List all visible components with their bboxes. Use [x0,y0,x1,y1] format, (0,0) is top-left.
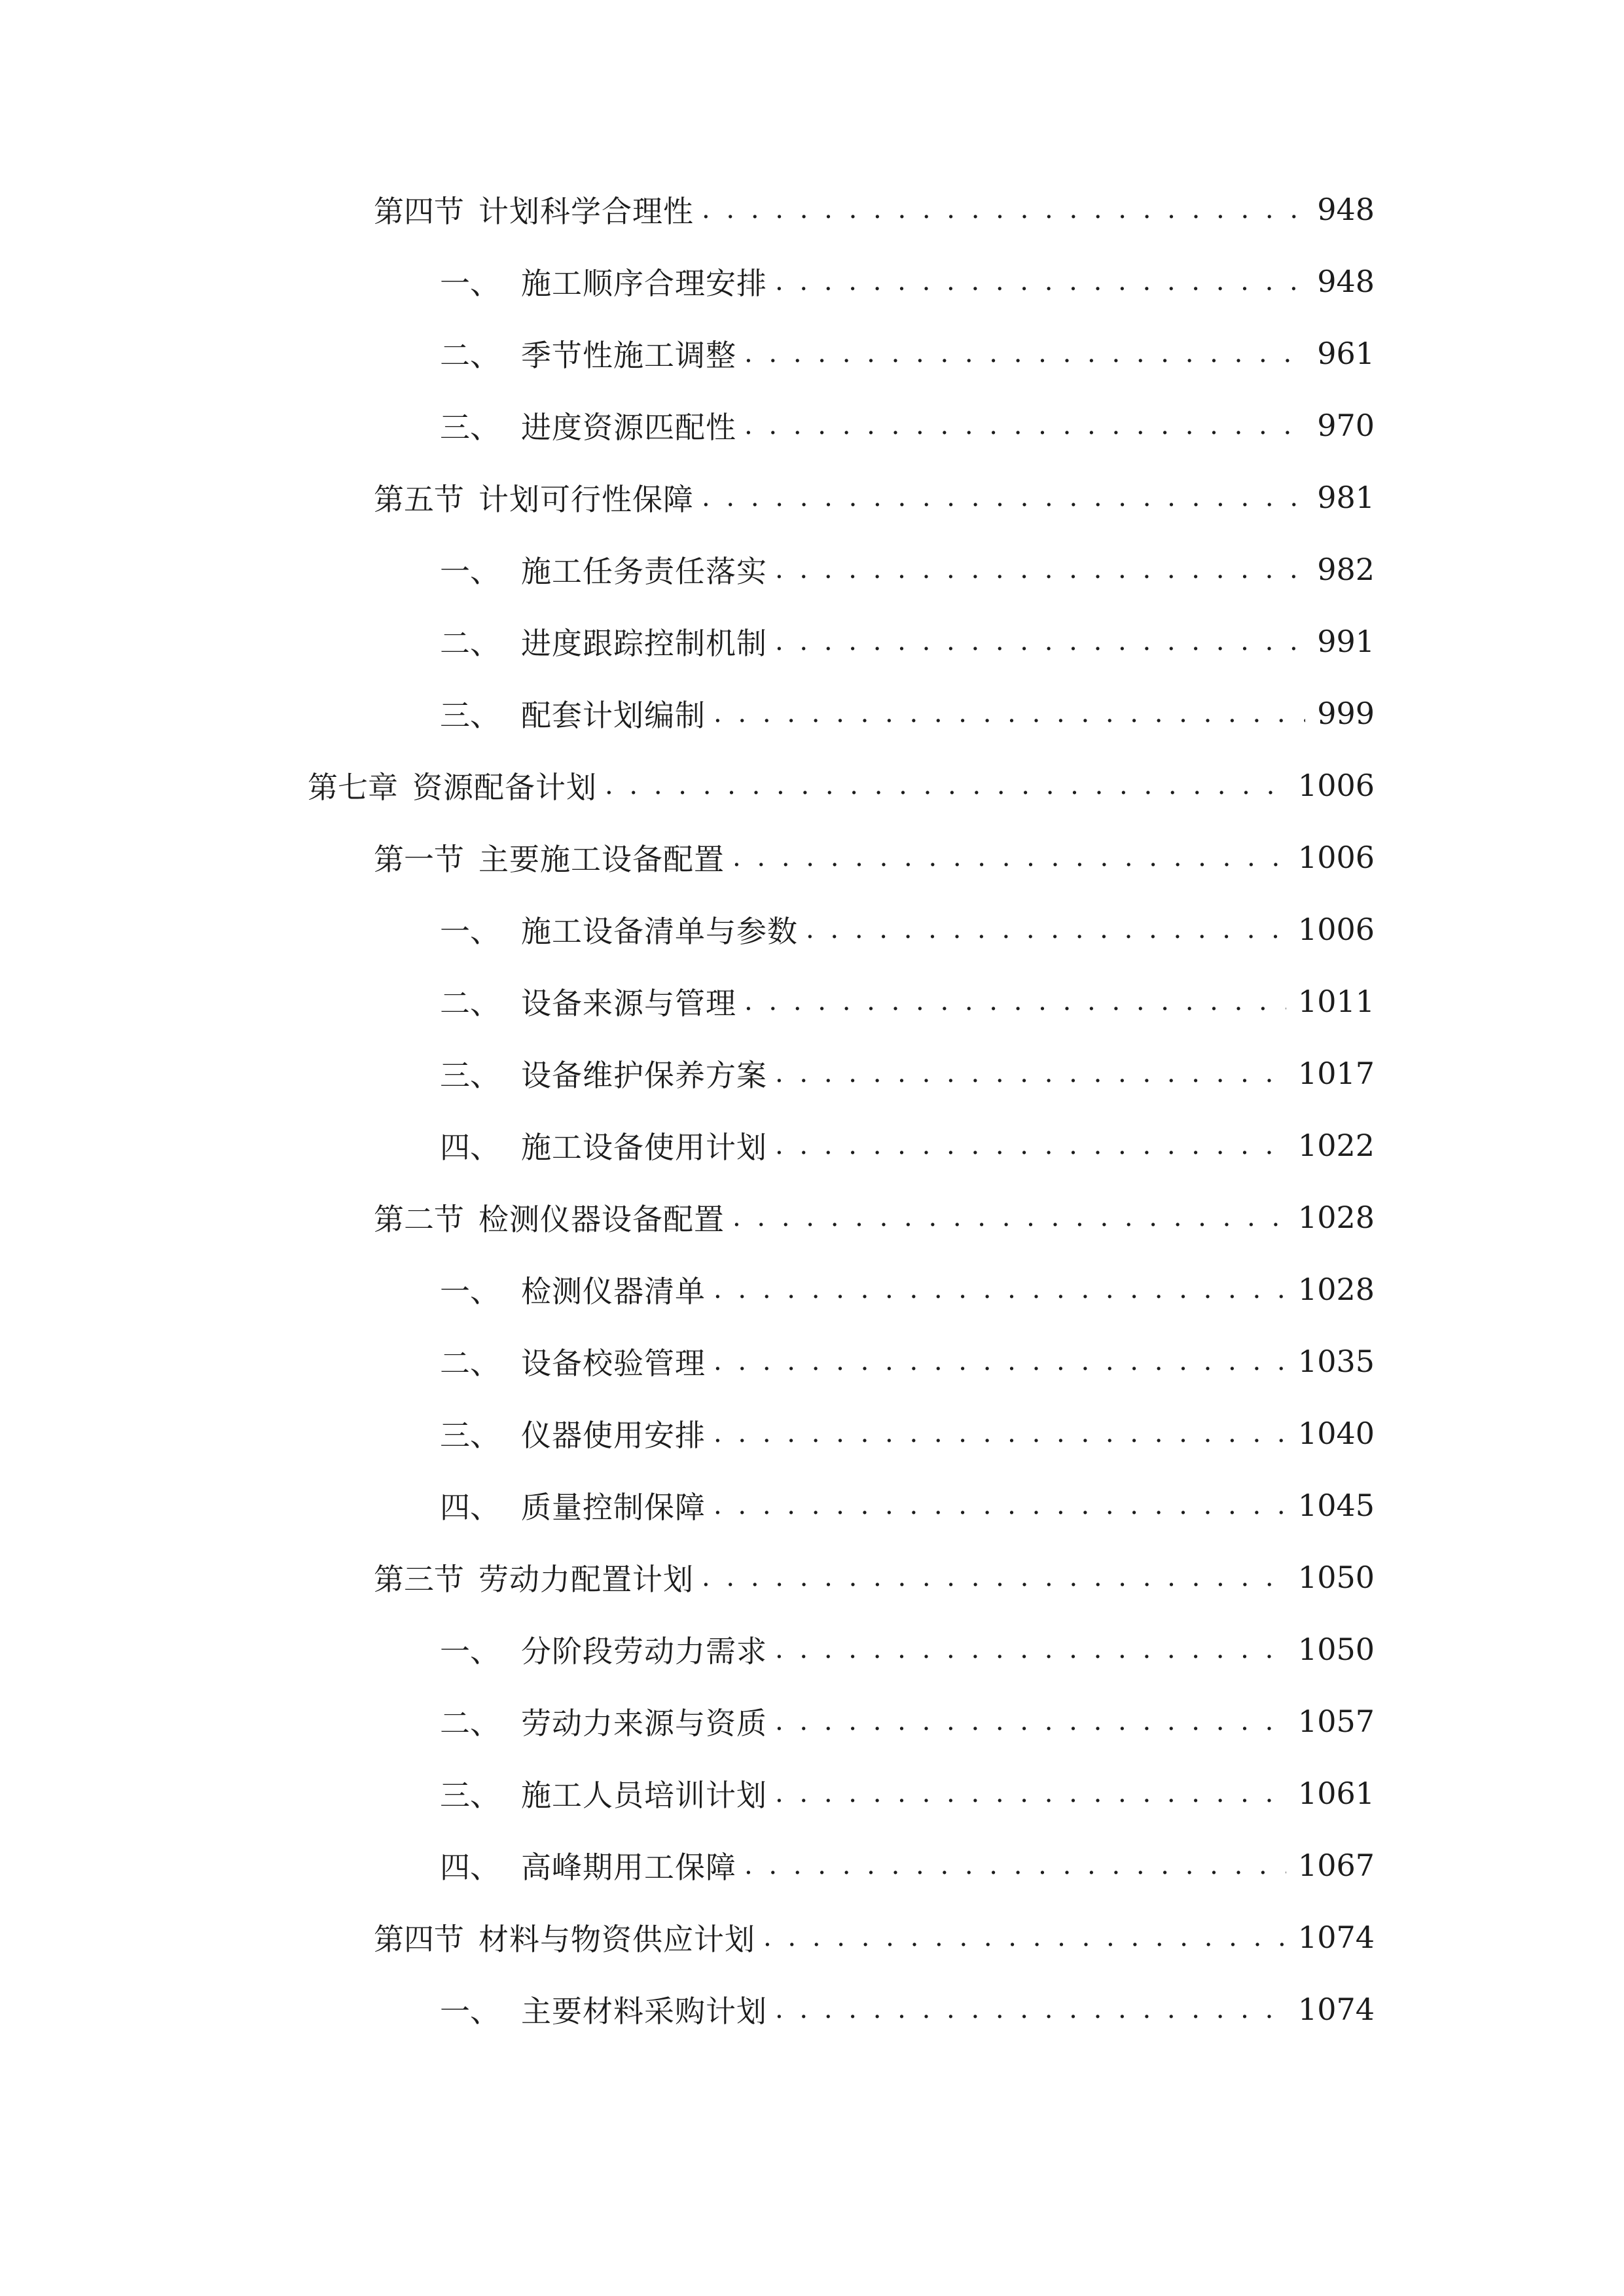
toc-entry-title: 设备维护保养方案 [521,1058,767,1093]
toc-entry-title: 检测仪器设备配置 [478,1202,725,1237]
toc-entry-number: 一、 [440,1274,500,1309]
toc-entry[interactable] [374,1191,1375,1244]
dot-leader [744,338,1305,368]
toc-entry-number: 四、 [440,1130,500,1165]
toc-entry[interactable] [440,255,1375,308]
toc-entry-page: 1061 [1297,1776,1375,1811]
toc-entry-page: 981 [1317,480,1375,515]
toc-entry-number: 四、 [440,1850,500,1885]
toc-entry-title: 分阶段劳动力需求 [521,1634,767,1669]
toc-entry[interactable] [440,1047,1375,1100]
toc-entry-title: 配套计划编制 [521,698,706,733]
toc-entry-page: 1050 [1297,1560,1375,1595]
toc-entry-number: 一、 [440,914,500,949]
toc-entry[interactable] [440,1623,1375,1676]
dot-leader [744,986,1286,1016]
dot-leader [702,1562,1286,1592]
toc-entry-page: 1050 [1297,1632,1375,1667]
toc-entry-title: 设备校验管理 [521,1346,706,1381]
toc-entry[interactable] [440,1767,1375,1820]
toc-entry-title: 资源配备计划 [412,770,597,805]
toc-entry-title: 施工设备使用计划 [521,1130,767,1165]
toc-entry-page: 1022 [1297,1128,1375,1163]
toc-entry-page: 1040 [1297,1416,1375,1451]
toc-entry-title: 主要材料采购计划 [521,1994,767,2029]
toc-entry-title: 仪器使用安排 [521,1418,706,1453]
toc-entry[interactable] [440,327,1375,380]
toc-entry-number: 第四节 [374,194,464,229]
toc-entry-title: 计划科学合理性 [478,194,694,229]
dot-leader [775,1634,1286,1664]
toc-entry[interactable] [440,1335,1375,1388]
toc-entry-page: 1057 [1297,1704,1375,1739]
toc-entry-page: 961 [1317,336,1375,371]
toc-entry-number: 三、 [440,1778,500,1813]
toc-entry[interactable] [374,831,1375,884]
toc-entry-title: 劳动力来源与资质 [521,1706,767,1741]
toc-entry-number: 一、 [440,1994,500,2029]
toc-entry-page: 1006 [1297,840,1375,875]
toc-entry[interactable] [440,543,1375,596]
toc-entry[interactable] [440,1839,1375,1892]
toc-entry-title: 设备来源与管理 [521,986,736,1021]
toc-entry-title: 主要施工设备配置 [478,842,725,877]
toc-entry-number: 二、 [440,626,500,661]
toc-entry-title: 检测仪器清单 [521,1274,706,1309]
toc-entry-page: 1028 [1297,1272,1375,1307]
toc-entry-page: 948 [1317,192,1375,227]
dot-leader [713,1274,1286,1304]
dot-leader [775,1130,1286,1160]
toc-entry-number: 第三节 [374,1562,464,1597]
toc-entry-page: 948 [1317,264,1375,299]
toc-entry-page: 1006 [1297,912,1375,947]
toc-entry-title: 质量控制保障 [521,1490,706,1525]
dot-leader [713,1418,1286,1448]
toc-entry-title: 计划可行性保障 [478,482,694,517]
toc-entry-number: 一、 [440,1634,500,1669]
dot-leader [732,1202,1286,1232]
toc-entry[interactable] [440,399,1375,452]
toc-entry[interactable] [440,1983,1375,2036]
toc-entry[interactable] [374,471,1375,524]
dot-leader [732,842,1286,872]
toc-entry[interactable] [440,903,1375,956]
toc-entry[interactable] [374,1551,1375,1604]
toc-entry-page: 1074 [1297,1920,1375,1955]
toc-entry-title: 进度跟踪控制机制 [521,626,767,661]
toc-entry-page: 982 [1317,552,1375,587]
toc-entry[interactable] [440,975,1375,1028]
toc-entry-title: 高峰期用工保障 [521,1850,736,1885]
toc-entry-number: 二、 [440,1346,500,1381]
toc-entry-title: 材料与物资供应计划 [478,1922,755,1957]
toc-entry-number: 第二节 [374,1202,464,1237]
toc-entry-number: 第七章 [308,770,398,805]
toc-entry-title: 施工顺序合理安排 [521,266,767,301]
toc-entry-page: 991 [1317,624,1375,659]
dot-leader [702,482,1305,512]
toc-entry[interactable] [374,1911,1375,1964]
toc-entry-number: 二、 [440,338,500,373]
dot-leader [775,554,1305,584]
dot-leader [605,770,1286,800]
toc-entry-page: 1035 [1297,1344,1375,1379]
toc-entry-title: 季节性施工调整 [521,338,736,373]
toc-entry-page: 970 [1317,408,1375,443]
toc-entry[interactable] [374,183,1375,236]
toc-entry-page: 1074 [1297,1992,1375,2027]
dot-leader [775,1058,1286,1088]
dot-leader [713,698,1305,728]
toc-entry-title: 施工设备清单与参数 [521,914,798,949]
dot-leader [775,1778,1286,1808]
dot-leader [763,1922,1286,1952]
toc-entry-number: 二、 [440,986,500,1021]
toc-entry-number: 二、 [440,1706,500,1741]
toc-entry-page: 1028 [1297,1200,1375,1235]
dot-leader [744,1850,1286,1880]
dot-leader [744,410,1305,440]
toc-entry-number: 第五节 [374,482,464,517]
toc-entry-number: 第四节 [374,1922,464,1957]
toc-entry-page: 1045 [1297,1488,1375,1523]
dot-leader [775,1994,1286,2024]
toc-entry-number: 三、 [440,698,500,733]
dot-leader [775,1706,1286,1736]
dot-leader [713,1490,1286,1520]
toc-entry-page: 1067 [1297,1848,1375,1883]
toc-entry-number: 第一节 [374,842,464,877]
toc-entry-page: 1006 [1297,768,1375,803]
toc-entry-number: 三、 [440,410,500,445]
toc-entry[interactable] [440,1119,1375,1172]
dot-leader [775,266,1305,296]
toc-entry-number: 三、 [440,1058,500,1093]
toc-chapter-entry[interactable] [308,759,1375,812]
toc-entry-number: 三、 [440,1418,500,1453]
dot-leader [713,1346,1286,1376]
toc-entry-page: 999 [1317,696,1375,731]
toc-entry[interactable] [440,615,1375,668]
dot-leader [702,194,1305,224]
toc-entry-number: 一、 [440,554,500,589]
dot-leader [775,626,1305,656]
toc-entry-number: 一、 [440,266,500,301]
toc-entry-number: 四、 [440,1490,500,1525]
dot-leader [806,914,1286,944]
toc-entry[interactable] [440,1407,1375,1460]
toc-entry-title: 施工任务责任落实 [521,554,767,589]
toc-entry[interactable] [440,1263,1375,1316]
toc-entry-title: 劳动力配置计划 [478,1562,694,1597]
toc-entry[interactable] [440,687,1375,740]
toc-entry-title: 施工人员培训计划 [521,1778,767,1813]
toc-entry-page: 1011 [1297,984,1375,1019]
toc-entry-title: 进度资源匹配性 [521,410,736,445]
toc-entry-page: 1017 [1297,1056,1375,1091]
toc-entry[interactable] [440,1695,1375,1748]
toc-entry[interactable] [440,1479,1375,1532]
